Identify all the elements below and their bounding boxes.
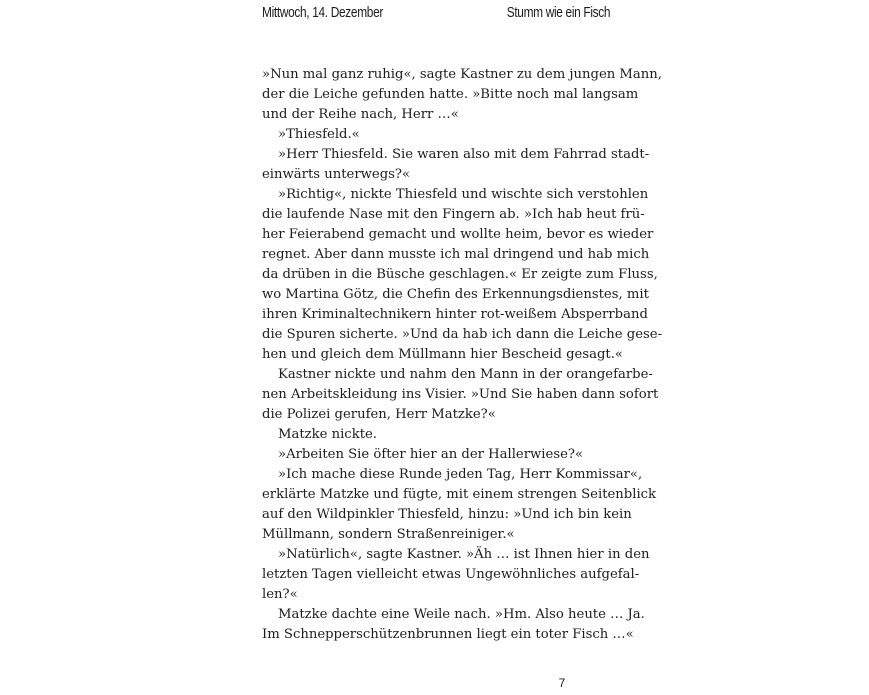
text-line: da drüben in die Büsche geschlagen.« Er zeigte zum Fluss, <box>262 267 658 282</box>
text-line: Müllmann, sondern Straßenreiniger.« <box>262 527 515 542</box>
body-text <box>262 65 663 645</box>
text-line: regnet. Aber dann musste ich mal dringend und hab mich <box>262 247 650 262</box>
text-line: »Nun mal ganz ruhig«, sagte Kastner zu dem jungen Mann, <box>262 67 662 82</box>
text-line: einwärts unterwegs?« <box>262 167 411 182</box>
running-header-title: Stumm wie ein Fisch <box>506 5 610 21</box>
text-line: Kastner nickte und nahm den Mann in der orangefarbe- <box>278 367 653 382</box>
text-line: und der Reihe nach, Herr …« <box>262 107 459 122</box>
text-line: her Feierabend gemacht und wollte heim, bevor es wieder <box>262 227 654 242</box>
text-line: die Polizei gerufen, Herr Matzke?« <box>262 407 496 422</box>
text-line: der die Leiche gefunden hatte. »Bitte noch mal langsam <box>262 87 639 102</box>
text-line: »Thiesfeld.« <box>278 127 360 142</box>
text-line: Matzke nickte. <box>278 427 377 442</box>
text-line: »Arbeiten Sie öfter hier an der Hallerwiese?« <box>278 447 584 462</box>
text-line: »Herr Thiesfeld. Sie waren also mit dem Fahrrad stadt- <box>278 147 650 162</box>
text-line: die Spuren sicherte. »Und da hab ich dann die Leiche gese- <box>262 327 663 342</box>
text-line: len?« <box>262 587 298 602</box>
text-line: Im Schnepperschützenbrunnen liegt ein toter Fisch …« <box>262 627 634 642</box>
text-line: hen und gleich dem Müllmann hier Bescheid gesagt.« <box>262 347 623 362</box>
text-line: die laufende Nase mit den Fingern ab. »Ich hab heut frü- <box>262 207 645 222</box>
text-line: letzten Tagen vielleicht etwas Ungewöhnliches aufgefal- <box>262 567 640 582</box>
text-line: ihren Kriminaltechnikern hinter rot-weißem Absperrband <box>262 307 648 322</box>
text-line: nen Arbeitskleidung ins Visier. »Und Sie haben dann sofort <box>262 387 659 402</box>
running-header-date: Mittwoch, 14. Dezember <box>262 5 383 21</box>
text-line: Matzke dachte eine Weile nach. »Hm. Also heute … Ja. <box>278 607 645 622</box>
text-line: wo Martina Götz, die Chefin des Erkennungsdienstes, mit <box>262 287 649 302</box>
text-line: »Ich mache diese Runde jeden Tag, Herr Kommissar«, <box>278 467 643 482</box>
text-line: erklärte Matzke und fügte, mit einem strengen Seitenblick <box>262 487 657 502</box>
text-line: »Richtig«, nickte Thiesfeld und wischte sich verstohlen <box>278 187 649 202</box>
text-line: auf den Wildpinkler Thiesfeld, hinzu: »Und ich bin kein <box>262 507 632 522</box>
text-line: »Natürlich«, sagte Kastner. »Äh … ist Ihnen hier in den <box>278 547 650 562</box>
page-number: 7 <box>558 676 566 690</box>
